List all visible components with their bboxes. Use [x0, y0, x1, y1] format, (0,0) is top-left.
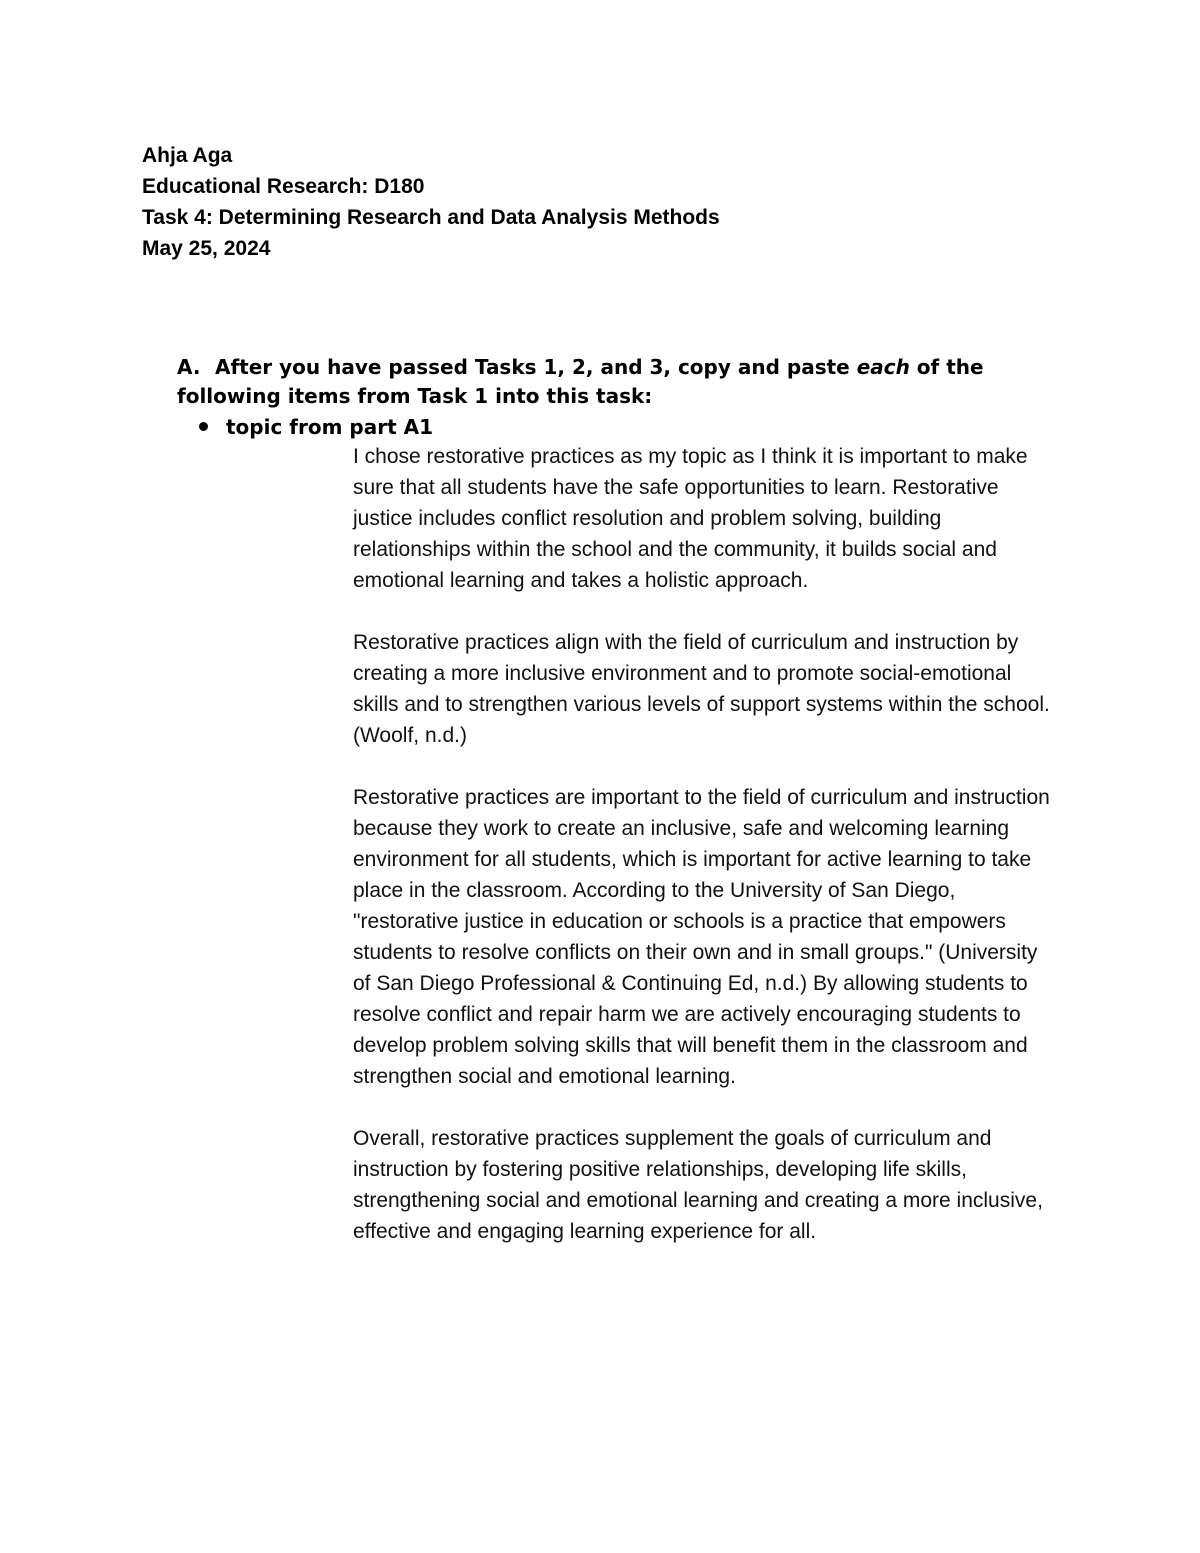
answer-paragraph: Restorative practices are important to the field of curriculum and instruction because they work to create an inclusive, safe and welcoming learning environment for all students, which is important for active learning to take place in the classroom. According to the University of San Diego, "restorative justice in education or schools is a practice that empowers students to resolve conflicts on their own and in small groups." (University of San Diego Professional & Continuing Ed, n.d.) By allowing students to resolve conflict and repair harm we are actively encouraging students to develop problem solving skills that will benefit them in the classroom and strengthen social and emotional learning. — [353, 786, 1050, 1088]
question-emphasis: each — [856, 355, 910, 379]
bullet-icon — [199, 422, 208, 431]
document-header — [142, 140, 720, 264]
answer-body — [353, 441, 1058, 1278]
question-text-after: of the following items from Task 1 into this task: — [177, 355, 984, 408]
answer-paragraph: Restorative practices align with the field of curriculum and instruction by creating a more inclusive environment and to promote social-emotional skills and to strengthen various levels of support systems within the school. (Woolf, n.d.) — [353, 631, 1050, 747]
task-title: Task 4: Determining Research and Data Analysis Methods — [142, 206, 720, 229]
question-a — [177, 353, 1057, 411]
course-title: Educational Research: D180 — [142, 175, 425, 198]
author-name: Ahja Aga — [142, 144, 233, 167]
answer-paragraph: Overall, restorative practices supplement the goals of curriculum and instruction by fostering positive relationships, developing life skills, strengthening social and emotional learning and creating a more inclusive, effective and engaging learning experience for all. — [353, 1127, 1043, 1243]
question-letter: A. — [177, 355, 201, 379]
document-date: May 25, 2024 — [142, 237, 271, 260]
bullet-label: topic from part A1 — [226, 415, 433, 439]
bullet-item — [199, 413, 433, 442]
question-text-before: After you have passed Tasks 1, 2, and 3, copy and paste — [215, 355, 857, 379]
answer-paragraph: I chose restorative practices as my topic as I think it is important to make sure that all students have the safe opportunities to learn. Restorative justice includes conflict resolution and problem solving, building relationships within the school and the community, it builds social and emotional learning and takes a holistic approach. — [353, 445, 1028, 592]
